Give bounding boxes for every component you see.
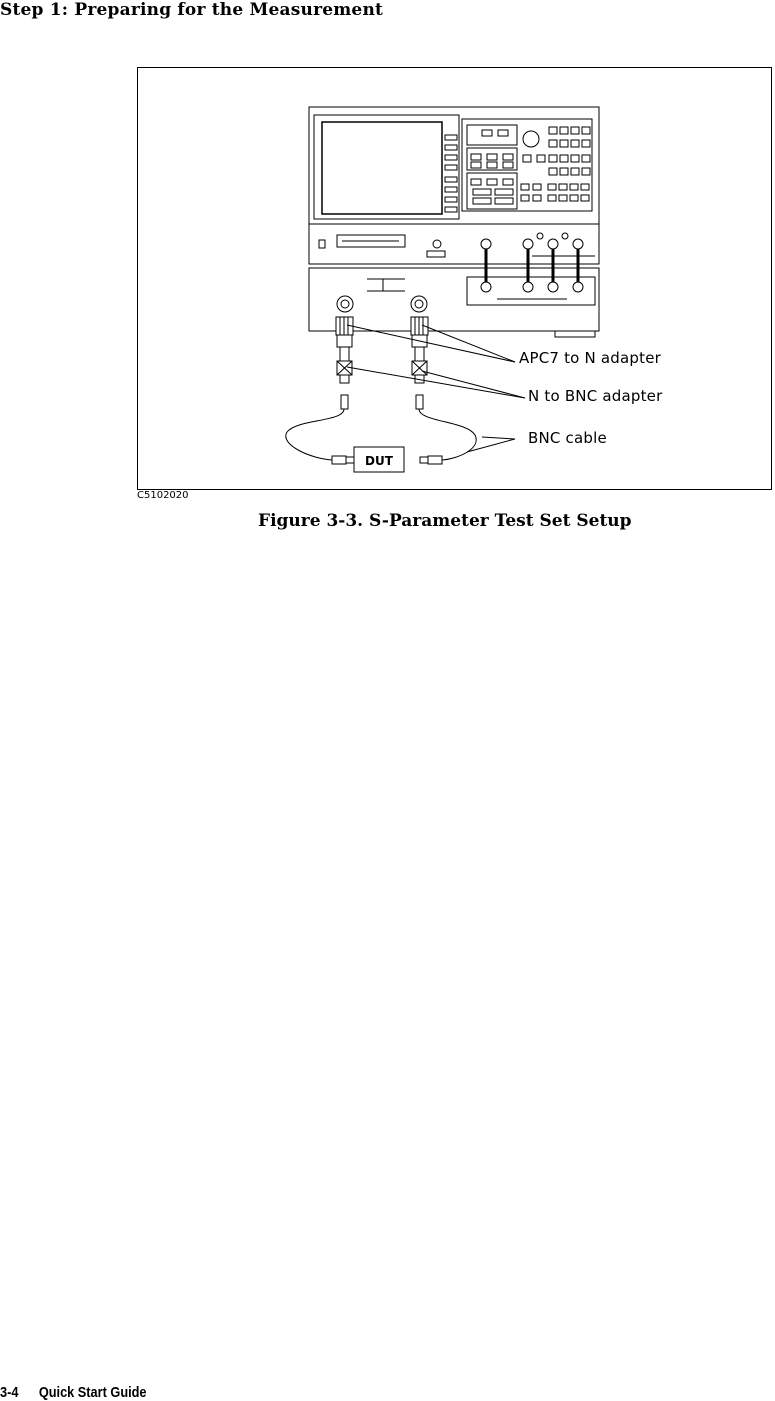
callout-bnc-adapter: N to BNC adapter	[528, 387, 663, 405]
section-heading: Step 1: Preparing for the Measurement	[0, 0, 384, 20]
guide-title: Quick Start Guide	[38, 1384, 147, 1401]
figure-caption: Figure 3-3. S-Parameter Test Set Setup	[258, 511, 632, 531]
setup-illustration	[137, 67, 772, 490]
page-footer	[0, 1384, 147, 1401]
callout-apc7-adapter: APC7 to N adapter	[519, 349, 662, 367]
figure-id-label: C5102020	[137, 490, 189, 501]
page-number: 3-4	[0, 1384, 19, 1401]
dut-label: DUT	[365, 454, 393, 468]
callout-bnc-cable: BNC cable	[528, 429, 607, 447]
